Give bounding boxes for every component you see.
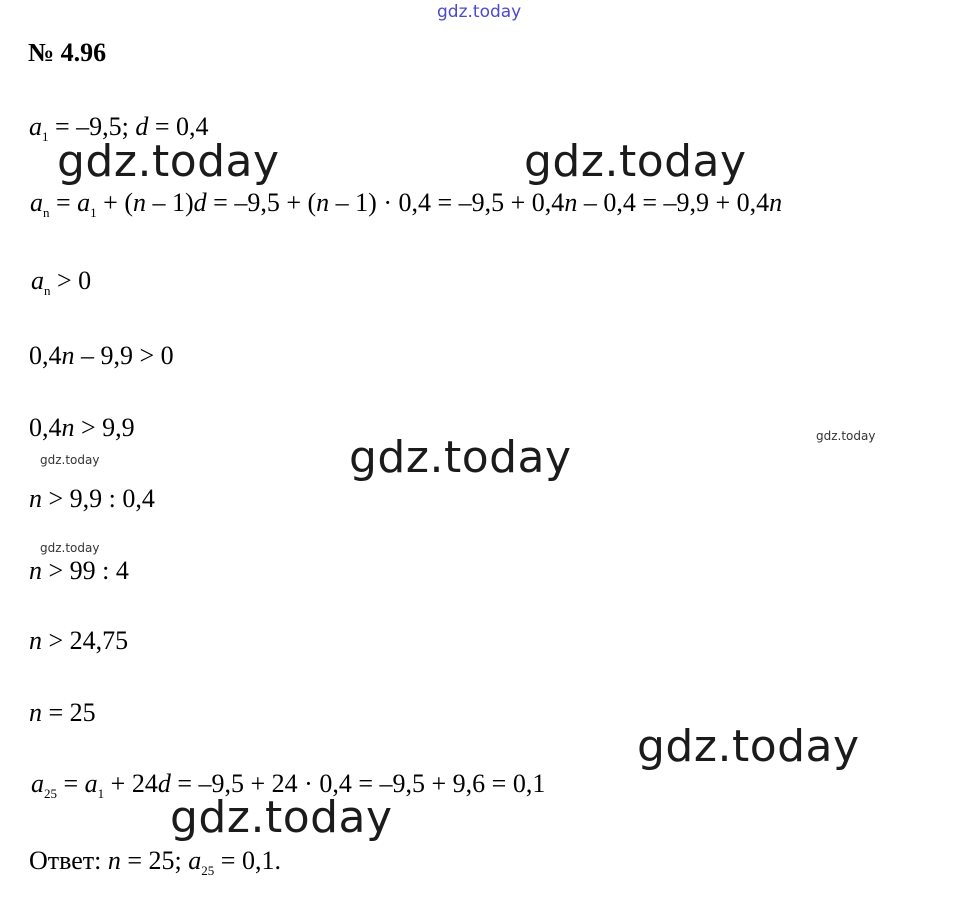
result-n: n = 25	[29, 698, 96, 727]
watermark-small-1: gdz.today	[816, 429, 876, 443]
inequality-step-2: 0,4n > 9,9	[29, 413, 135, 442]
inequality-step-3: n > 9,9 : 0,4	[29, 484, 155, 513]
answer-line: Ответ: n = 25; $a_{25} = 0,1$.	[29, 846, 281, 878]
watermark-large-3: gdz.today	[349, 432, 572, 483]
given-line: $a_1 = -9,5$; d = 0,4	[29, 112, 209, 144]
site-watermark-top: gdz.today	[437, 2, 522, 22]
watermark-large-1: gdz.today	[57, 136, 280, 187]
watermark-large-2: gdz.today	[524, 136, 747, 187]
problem-number: № 4.96	[28, 38, 107, 67]
inequality-step-4: n > 99 : 4	[29, 556, 129, 585]
watermark-large-5: gdz.today	[170, 792, 393, 843]
inequality-step-5: n > 24,75	[29, 626, 129, 655]
general-term-formula: $a_n = a_1 + (n - 1)d = -9,5 + (n - 1) \cdot 0,4 = -9,5 + 0,4n - 0,4 = -9,9 + 0,4n$	[30, 188, 783, 220]
a25-computation: $a_{25} = a_1 + 24d = -9,5 + 24 \cdot 0,4 = -9,5 + 9,6 = 0,1$	[31, 769, 546, 801]
watermark-large-4: gdz.today	[637, 721, 860, 772]
inequality-step-1: 0,4n – 9,9 > 0	[29, 341, 174, 370]
watermark-small-3: gdz.today	[40, 541, 100, 555]
watermark-small-2: gdz.today	[40, 453, 100, 467]
inequality-an-positive: $a_n > 0$	[31, 266, 92, 298]
